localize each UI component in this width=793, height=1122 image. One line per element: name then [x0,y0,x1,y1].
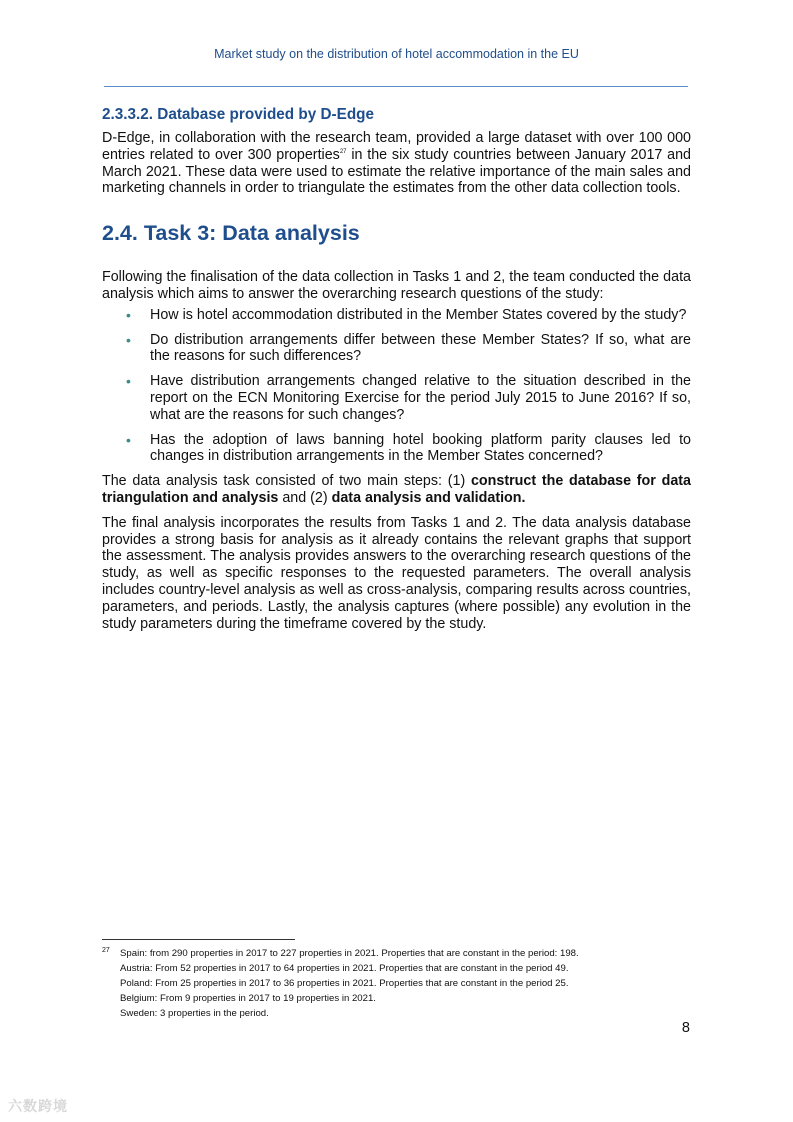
footnote-line: Austria: From 52 properties in 2017 to 64 properties in 2021. Properties that are constant in the period 49. [120,963,569,974]
subsection-text-b: in the six study countries between January 2017 and March 2021. These data were used to estimate the relative importance of the main sales and marketing channels in order to triangulate the estimates from the other data collection tools. [102,146,692,197]
list-item-text: Do distribution arrangements differ between these Member States? If so, what are the reasons for such differences? [150,331,691,365]
header-divider [104,86,688,87]
section-heading: 2.4. Task 3: Data analysis [102,221,360,246]
list-item [102,332,691,366]
list-item-text: Has the adoption of laws banning hotel booking platform parity clauses led to changes in distribution arrangements in the Member States concerned? [150,431,691,465]
bullet-icon: • [126,373,131,390]
footnote-divider [102,939,295,940]
page-body [102,105,691,632]
footnote-line: Belgium: From 9 properties in 2017 to 19 properties in 2021. [120,993,376,1004]
footnote-number: 27 [102,947,110,954]
step-two: data analysis and validation. [331,489,526,506]
bullet-icon: • [126,306,131,323]
bullet-icon: • [126,431,131,448]
steps-mid: and (2) [278,489,332,506]
subsection-paragraph [102,130,691,197]
research-questions-list [102,307,691,465]
list-item [102,373,691,423]
footnote-line: Spain: from 290 properties in 2017 to 227 properties in 2021. Properties that are constant in the period: 198. [120,948,579,959]
running-header: Market study on the distribution of hotel accommodation in the EU [214,47,579,61]
footnotes [102,946,691,1021]
page-number: 8 [681,1020,690,1036]
final-paragraph: The final analysis incorporates the results from Tasks 1 and 2. The data analysis database provides a strong basis for analysis as it already contains the relevant graphs that support the assessment. The analysis provides answers to the overarching research questions of the study, as well as specific responses to the requested parameters. The overall analysis includes country-level analysis as well as cross-analysis, comparing results across countries, parameters, and periods. Lastly, the analysis captures (where possible) any evolution in the study parameters during the timeframe covered by the study. [102,514,691,632]
list-item-text: How is hotel accommodation distributed in the Member States covered by the study? [150,306,687,323]
list-item [102,307,691,324]
list-item-text: Have distribution arrangements changed relative to the situation described in the report on the ECN Monitoring Exercise for the period July 2015 to June 2016? If so, what are the reasons for such changes? [150,373,691,423]
steps-lead: The data analysis task consisted of two main steps: (1) [102,473,471,490]
subsection-heading: 2.3.3.2. Database provided by D-Edge [102,106,375,123]
footnote-line: Poland: From 25 properties in 2017 to 36 properties in 2021. Properties that are constant in the period 25. [120,978,569,989]
watermark: 六数跨境 [8,1098,68,1114]
steps-paragraph [102,473,691,507]
subsection-text-a: D-Edge, in collaboration with the research team, provided a large dataset with over 100 000 entries related to over 300 properties [102,130,691,163]
intro-paragraph: Following the finalisation of the data collection in Tasks 1 and 2, the team conducted the data analysis which aims to answer the overarching research questions of the study: [102,269,691,302]
footnote-line: Sweden: 3 properties in the period. [120,1008,269,1019]
bullet-icon: • [126,331,131,348]
footnote-reference[interactable]: 27 [339,148,347,155]
list-item [102,432,691,466]
step-one: construct the database for data triangulation and analysis [102,473,691,506]
